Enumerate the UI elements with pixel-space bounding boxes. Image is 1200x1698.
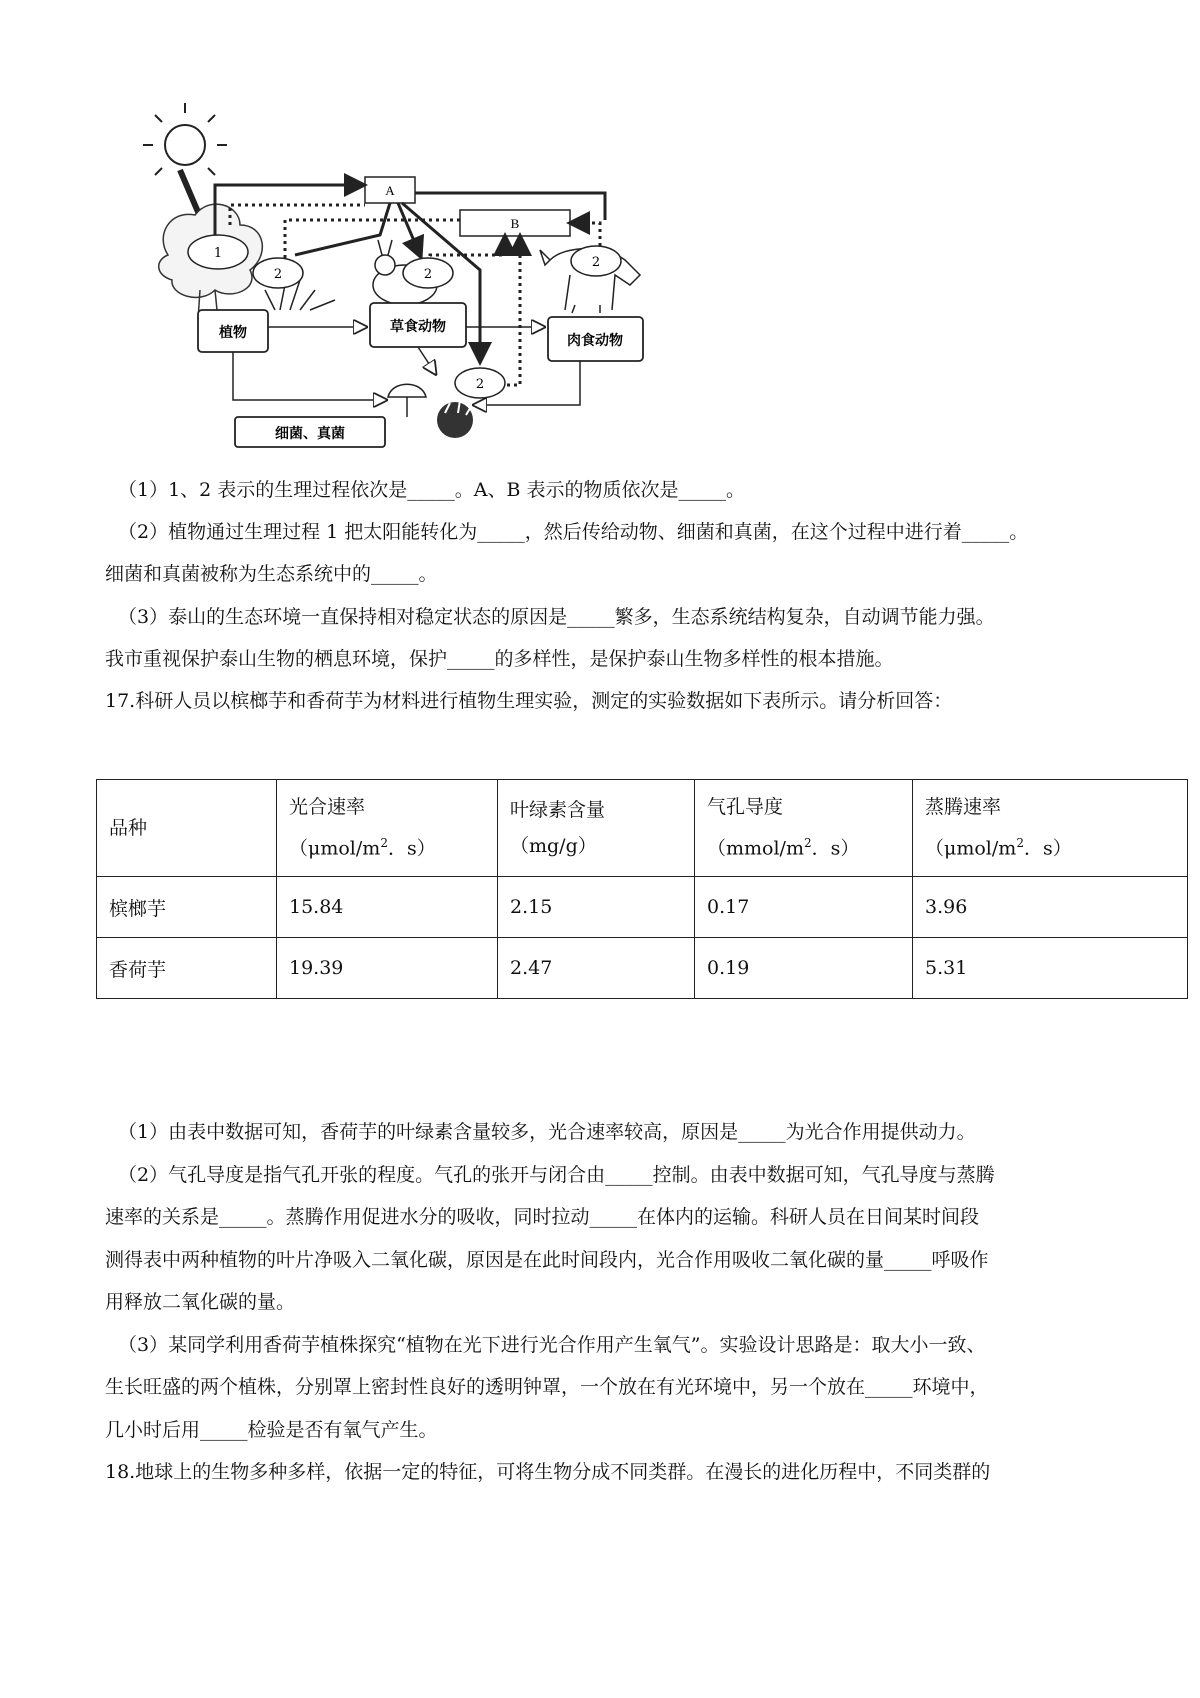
header-photosynthesis-rate: 光合速率: [289, 796, 366, 819]
table-cell: 5.31: [913, 938, 1188, 999]
herbivore-label: 草食动物: [390, 319, 446, 335]
q17-part3-line1: （3）某同学利用香荷芋植株探究“植物在光下进行光合作用产生氧气”。实验设计思路是：取大小一致、: [118, 1334, 986, 1356]
table-cell: 19.39: [277, 938, 498, 999]
header-chlorophyll: 叶绿素含量: [510, 799, 606, 821]
table-cell: 3.96: [913, 877, 1188, 938]
q17-part3-line3: 几小时后用_____检验是否有氧气产生。: [105, 1419, 438, 1441]
header-variety: 品种: [109, 817, 148, 839]
table-row: [97, 877, 1188, 938]
header-unit: （$\mu mol/m^2$．s）: [925, 836, 1072, 860]
process-2-plant-label: 2: [273, 267, 283, 282]
process-1-label: 1: [213, 246, 223, 261]
header-transpiration-rate: 蒸腾速率: [925, 796, 1002, 819]
table-cell: 槟榔芋: [97, 877, 277, 938]
microbe-icon: [437, 400, 473, 438]
q16-part2-line2: 细菌和真菌被称为生态系统中的_____。: [105, 563, 438, 585]
q16-part3-line2: 我市重视保护泰山生物的栖息环境，保护_____的多样性，是保护泰山生物多样性的根本措施。: [105, 648, 894, 670]
ecosystem-diagram: [100, 95, 700, 495]
table-header-cell: [913, 780, 1188, 877]
header-unit: （$mmol/m^2$．s）: [707, 836, 860, 860]
table-header-row: [97, 780, 1188, 877]
q17-part2-line2: 速率的关系是_____。蒸腾作用促进水分的吸收，同时拉动_____在体内的运输。科研人员在日间某时间段: [105, 1206, 980, 1228]
table-header-cell: [277, 780, 498, 877]
q17-part1: （1）由表中数据可知，香荷芋的叶绿素含量较多，光合速率较高，原因是_____为光合作用提供动力。: [118, 1121, 976, 1143]
q17-part2-line4: 用释放二氧化碳的量。: [105, 1291, 296, 1313]
q17-part2-line3: 测得表中两种植物的叶片净吸入二氧化碳，原因是在此时间段内，光合作用吸收二氧化碳的量_____呼吸作: [105, 1249, 989, 1271]
decomposer-label: 细菌、真菌: [275, 426, 345, 442]
process-2-carnivore-label: 2: [591, 255, 601, 270]
table-cell: 香荷芋: [97, 938, 277, 999]
q17-intro: 17.科研人员以槟榔芋和香荷芋为材料进行植物生理实验，测定的实验数据如下表所示。请分析回答：: [105, 690, 953, 712]
table-cell: 0.19: [695, 938, 913, 999]
q16-part2-line1: （2）植物通过生理过程 1 把太阳能转化为_____，然后传给动物、细菌和真菌，在这个过程中进行着_____。: [118, 521, 1029, 543]
mushroom-icon: [388, 384, 426, 417]
q16-part3-line1: （3）泰山的生态环境一直保持相对稳定状态的原因是_____繁多，生态系统结构复杂，自动调节能力强。: [118, 606, 995, 628]
table-cell: 0.17: [695, 877, 913, 938]
header-unit: （$\mu mol/m^2$．s）: [289, 836, 436, 860]
plant-label: 植物: [219, 325, 247, 341]
header-stomatal-conductance: 气孔导度: [707, 796, 784, 819]
experiment-data-table: [96, 779, 1188, 999]
q18-intro: 18.地球上的生物多种多样，依据一定的特征，可将生物分成不同类群。在漫长的进化历程中，不同类群的: [105, 1461, 991, 1483]
node-b-label: B: [510, 216, 520, 231]
node-a-label: A: [385, 183, 395, 198]
header-unit: （mg/g）: [510, 835, 597, 857]
table-row: [97, 938, 1188, 999]
table-header-cell: [498, 780, 695, 877]
process-2-herbivore-label: 2: [423, 267, 433, 282]
table-cell: 2.15: [498, 877, 695, 938]
q16-part1: （1）1、2 表示的生理过程依次是_____。A、B 表示的物质依次是_____。: [118, 479, 746, 501]
process-2-decomposer-label: 2: [475, 377, 485, 392]
table-cell: 2.47: [498, 938, 695, 999]
carnivore-label: 肉食动物: [567, 333, 623, 349]
table-cell: 15.84: [277, 877, 498, 938]
q17-part3-line2: 生长旺盛的两个植株，分别罩上密封性良好的透明钟罩，一个放在有光环境中，另一个放在_____环境中，: [105, 1376, 989, 1398]
q17-part2-line1: （2）气孔导度是指气孔开张的程度。气孔的张开与闭合由_____控制。由表中数据可知，气孔导度与蒸腾: [118, 1164, 995, 1186]
table-header-cell: [695, 780, 913, 877]
table-header-cell: [97, 780, 277, 877]
